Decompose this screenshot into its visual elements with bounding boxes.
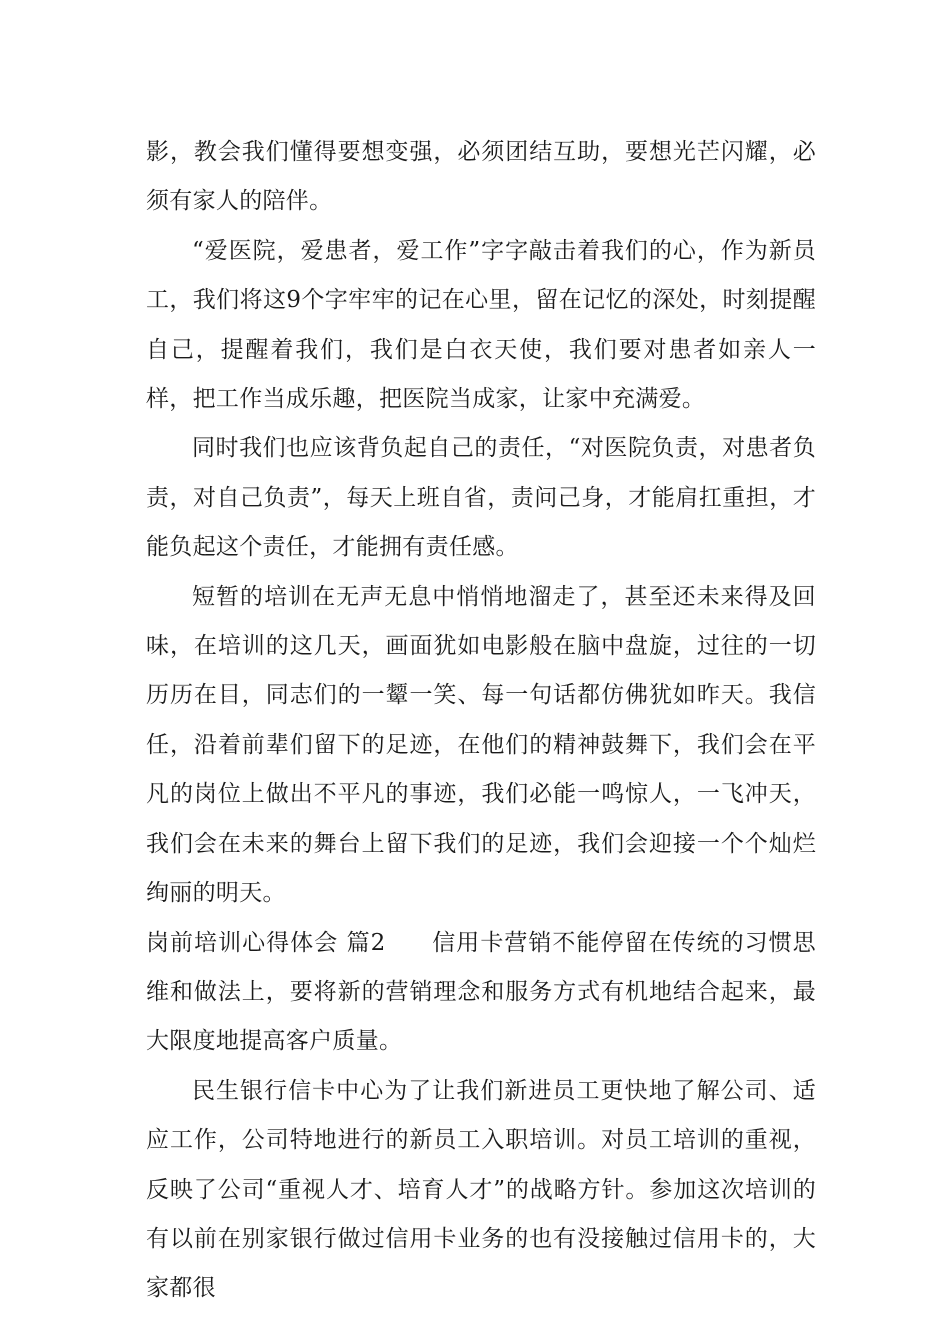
section-intro-text: 信用卡营销不能停留在传统的习惯思维和做法上，要将新的营销理念和服务方式有机地结合起来，最大限度地提高客户质量。 — [146, 929, 816, 1055]
section-heading: 岗前培训心得体会 篇2 — [146, 929, 386, 956]
section-2 — [146, 919, 816, 1067]
paragraph-3: 同时我们也应该背负起自己的责任，“对医院负责，对患者负责，对自己负责”，每天上班自省，责问己身，才能肩扛重担，才能负起这个责任，才能拥有责任感。 — [146, 435, 816, 561]
paragraph-2: “爱医院，爱患者，爱工作”字字敲击着我们的心，作为新员工，我们将这9个字牢牢的记在心里，留在记忆的深处，时刻提醒自己，提醒着我们，我们是白衣天使，我们要对患者如亲人一样，把工作当成乐趣，把医院当成家，让家中充满爱。 — [146, 237, 816, 413]
paragraph-4: 短暂的培训在无声无息中悄悄地溜走了，甚至还未来得及回味，在培训的这几天，画面犹如电影般在脑中盘旋，过往的一切历历在目，同志们的一颦一笑、每一句话都仿佛犹如昨天。我信任，沿着前辈们留下的足迹，在他们的精神鼓舞下，我们会在平凡的岗位上做出不平凡的事迹，我们必能一鸣惊人，一飞冲天，我们会在未来的舞台上留下我们的足迹，我们会迎接一个个灿烂绚丽的明天。 — [146, 583, 816, 907]
document-body — [146, 128, 816, 1314]
paragraph-6: 民生银行信卡中心为了让我们新进员工更快地了解公司、适应工作，公司特地进行的新员工入职培训。对员工培训的重视，反映了公司“重视人才、培育人才”的战略方针。参加这次培训的有以前在别家银行做过信用卡业务的也有没接触过信用卡的，大家都很 — [146, 1077, 816, 1302]
paragraph-1: 影，教会我们懂得要想变强，必须团结互助，要想光芒闪耀，必须有家人的陪伴。 — [146, 139, 816, 215]
